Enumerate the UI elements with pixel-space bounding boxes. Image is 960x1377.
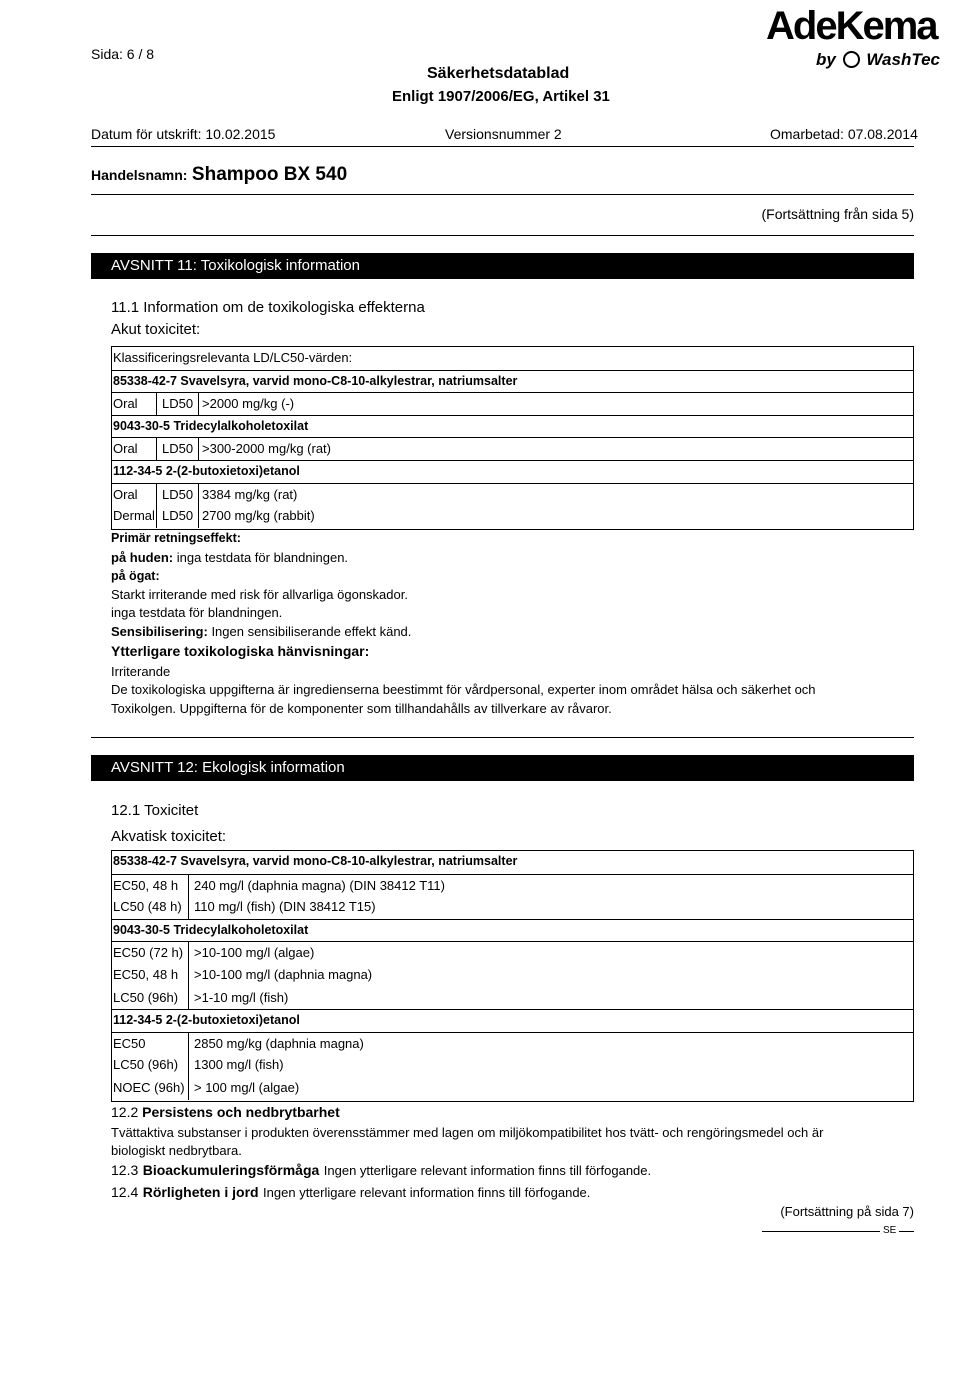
value-type: LC50 (96h)	[113, 1057, 179, 1073]
logo-by-text: by	[816, 50, 836, 69]
column-divider	[198, 393, 199, 415]
value-type: EC50 (72 h)	[113, 945, 184, 961]
table-row	[112, 964, 913, 987]
adekema-logo: AdeKema	[766, 4, 937, 48]
regulation-reference: Enligt 1907/2006/EG, Artikel 31	[392, 88, 610, 105]
value-type: EC50, 48 h	[113, 877, 179, 893]
substance-name: 9043-30-5 Tridecylalkoholetoxilat	[113, 922, 309, 937]
substance-row	[112, 415, 913, 438]
column-divider	[188, 1033, 189, 1055]
value: >10-100 mg/l (algae)	[194, 945, 315, 961]
further-info-2: De toxikologiska uppgifterna är ingredienserna beestimmt för vårdpersonal, experter inom området hälsa och säkerhet och	[111, 682, 816, 697]
subsection-11-1-heading: 11.1 Information om de toxikologiska effekterna	[111, 299, 425, 316]
footer-line-left	[762, 1231, 880, 1232]
value: 110 mg/l (fish) (DIN 38412 T15)	[194, 899, 376, 915]
route: Oral	[113, 441, 138, 457]
table-row	[112, 1054, 913, 1077]
further-info-1: Irriterande	[111, 664, 171, 679]
column-divider	[188, 896, 189, 919]
table-caption-row	[112, 347, 913, 370]
section-12-title: AVSNITT 12: Ekologisk information	[91, 755, 914, 781]
subsection-number: 12.1	[111, 802, 141, 819]
subsection-12-3	[111, 1162, 651, 1180]
aquatic-toxicity-heading: Akvatisk toxicitet:	[111, 828, 227, 845]
page-number: Sida: 6 / 8	[91, 46, 155, 62]
continued-to: (Fortsättning på sida 7)	[780, 1204, 914, 1219]
value-type: LD50	[162, 441, 194, 457]
value-type: NOEC (96h)	[113, 1079, 185, 1095]
continued-from: (Fortsättning från sida 5)	[761, 206, 914, 222]
acute-toxicity-heading: Akut toxicitet:	[111, 321, 201, 338]
column-divider	[198, 438, 199, 460]
column-divider	[188, 1054, 189, 1077]
eye-label: på ögat:	[111, 569, 160, 583]
subsection-title: Bioackumuleringsförmåga	[142, 1162, 320, 1178]
value-type: LC50 (96h)	[113, 989, 179, 1005]
subsection-text: Ingen ytterligare relevant information finns till förfogande.	[263, 1185, 591, 1200]
subsection-12-4	[111, 1184, 590, 1202]
header-divider	[91, 146, 914, 147]
column-divider	[188, 987, 189, 1010]
subsection-title: Persistens och nedbrytbarhet	[142, 1104, 340, 1120]
substance-row	[112, 851, 913, 874]
substance-name: 85338-42-7 Svavelsyra, varvid mono-C8-10-alkylestrar, natriumsalter	[113, 373, 518, 388]
table-row	[112, 437, 913, 460]
column-divider	[188, 942, 189, 964]
route: Dermal	[113, 508, 155, 524]
route: Oral	[113, 396, 138, 412]
value: 1300 mg/l (fish)	[194, 1057, 284, 1073]
skin-label: på huden:	[111, 550, 174, 565]
section-11-title: AVSNITT 11: Toxikologisk information	[91, 253, 914, 279]
substance-row	[112, 460, 913, 483]
value: > 100 mg/l (algae)	[194, 1079, 300, 1095]
logo-brand-text: WashTec	[866, 50, 941, 69]
skin-effect	[111, 550, 348, 565]
section-12-top-line	[91, 737, 914, 738]
subsection-number: 12.4	[111, 1184, 139, 1200]
trade-name-label: Handelsnamn:	[91, 167, 188, 183]
persistence-text-1: Tvättaktiva substanser i produkten överensstämmer med lagen om miljökompatibilitet hos tvätt- och rengöringsmedel och är	[111, 1125, 824, 1140]
subsection-number: 12.3	[111, 1162, 139, 1178]
table-row	[112, 941, 913, 964]
trade-name-value: Shampoo BX 540	[191, 164, 348, 185]
route: Oral	[113, 486, 138, 502]
subsection-title: Rörligheten i jord	[142, 1184, 259, 1200]
sensitisation-text: Ingen sensibiliserande effekt känd.	[211, 624, 412, 639]
further-info-3: Toxikolgen. Uppgifterna för de komponenter som tillhandahålls av tillverkare av råvaror.	[111, 701, 612, 716]
subsection-12-2-heading	[111, 1104, 340, 1120]
table-row	[112, 1032, 913, 1055]
value-type: EC50	[113, 1035, 146, 1051]
substance-row	[112, 919, 913, 942]
value: 3384 mg/kg (rat)	[202, 486, 298, 502]
subsection-text: Ingen ytterligare relevant information finns till förfogande.	[323, 1163, 652, 1178]
value-type: EC50, 48 h	[113, 966, 179, 982]
section-11-top-line	[91, 235, 914, 236]
subsection-title: Toxicitet	[144, 802, 199, 819]
value-type: LC50 (48 h)	[113, 899, 182, 915]
eye-text-1: Starkt irriterande med risk för allvarliga ögonskador.	[111, 587, 408, 602]
sensitisation	[111, 624, 411, 639]
table-row	[112, 505, 913, 528]
value-type: LD50	[162, 508, 194, 524]
value: 240 mg/l (daphnia magna) (DIN 38412 T11)	[194, 877, 445, 893]
substance-row	[112, 1009, 913, 1032]
value-type: LD50	[162, 396, 194, 412]
substance-row	[112, 370, 913, 393]
language-code: SE	[883, 1225, 897, 1236]
document-title: Säkerhetsdatablad	[427, 65, 570, 82]
column-divider	[156, 393, 157, 415]
column-divider	[198, 484, 199, 506]
value: >1-10 mg/l (fish)	[194, 989, 289, 1005]
further-info-heading: Ytterligare toxikologiska hänvisningar:	[111, 643, 370, 659]
value: >300-2000 mg/kg (rat)	[202, 441, 331, 457]
substance-name: 112-34-5 2-(2-butoxietoxi)etanol	[113, 1013, 300, 1028]
column-divider	[188, 964, 189, 987]
column-divider	[156, 484, 157, 506]
table-row	[112, 896, 913, 919]
column-divider	[188, 875, 189, 897]
revision-date: Omarbetad: 07.08.2014	[770, 126, 918, 142]
value-type: LD50	[162, 486, 194, 502]
ld50-table	[111, 346, 914, 530]
sensitisation-label: Sensibilisering:	[111, 624, 208, 639]
footer-line-right	[899, 1231, 914, 1232]
version-number: Versionsnummer 2	[445, 126, 562, 142]
table-row	[112, 392, 913, 415]
subsection-number: 12.2	[111, 1104, 139, 1120]
value: 2850 mg/kg (daphnia magna)	[194, 1035, 364, 1051]
value: 2700 mg/kg (rabbit)	[202, 508, 315, 524]
washtec-logo	[816, 50, 940, 70]
subsection-12-1-heading	[111, 802, 198, 819]
eye-text-2: inga testdata för blandningen.	[111, 605, 283, 620]
column-divider	[198, 505, 199, 528]
value: >10-100 mg/l (daphnia magna)	[194, 966, 373, 982]
column-divider	[156, 505, 157, 528]
trade-name	[91, 164, 347, 186]
aquatic-table	[111, 850, 914, 1102]
table-row	[112, 1077, 913, 1100]
skin-text: inga testdata för blandningen.	[176, 550, 349, 565]
value: >2000 mg/kg (-)	[202, 396, 295, 412]
primary-irritation-heading: Primär retningseffekt:	[111, 531, 241, 545]
column-divider	[156, 438, 157, 460]
trade-name-divider	[91, 194, 914, 195]
print-date: Datum för utskrift: 10.02.2015	[91, 126, 276, 142]
table-row	[112, 987, 913, 1010]
substance-name: 85338-42-7 Svavelsyra, varvid mono-C8-10-alkylestrar, natriumsalter	[113, 854, 518, 868]
substance-name: 112-34-5 2-(2-butoxietoxi)etanol	[113, 463, 300, 478]
column-divider	[188, 1077, 189, 1100]
washtec-circle-icon	[843, 51, 860, 68]
table-row	[112, 874, 913, 897]
table-caption: Klassificeringsrelevanta LD/LC50-värden:	[113, 350, 353, 365]
substance-name: 9043-30-5 Tridecylalkoholetoxilat	[113, 418, 309, 433]
persistence-text-2: biologiskt nedbrytbara.	[111, 1143, 242, 1158]
table-row	[112, 483, 913, 506]
